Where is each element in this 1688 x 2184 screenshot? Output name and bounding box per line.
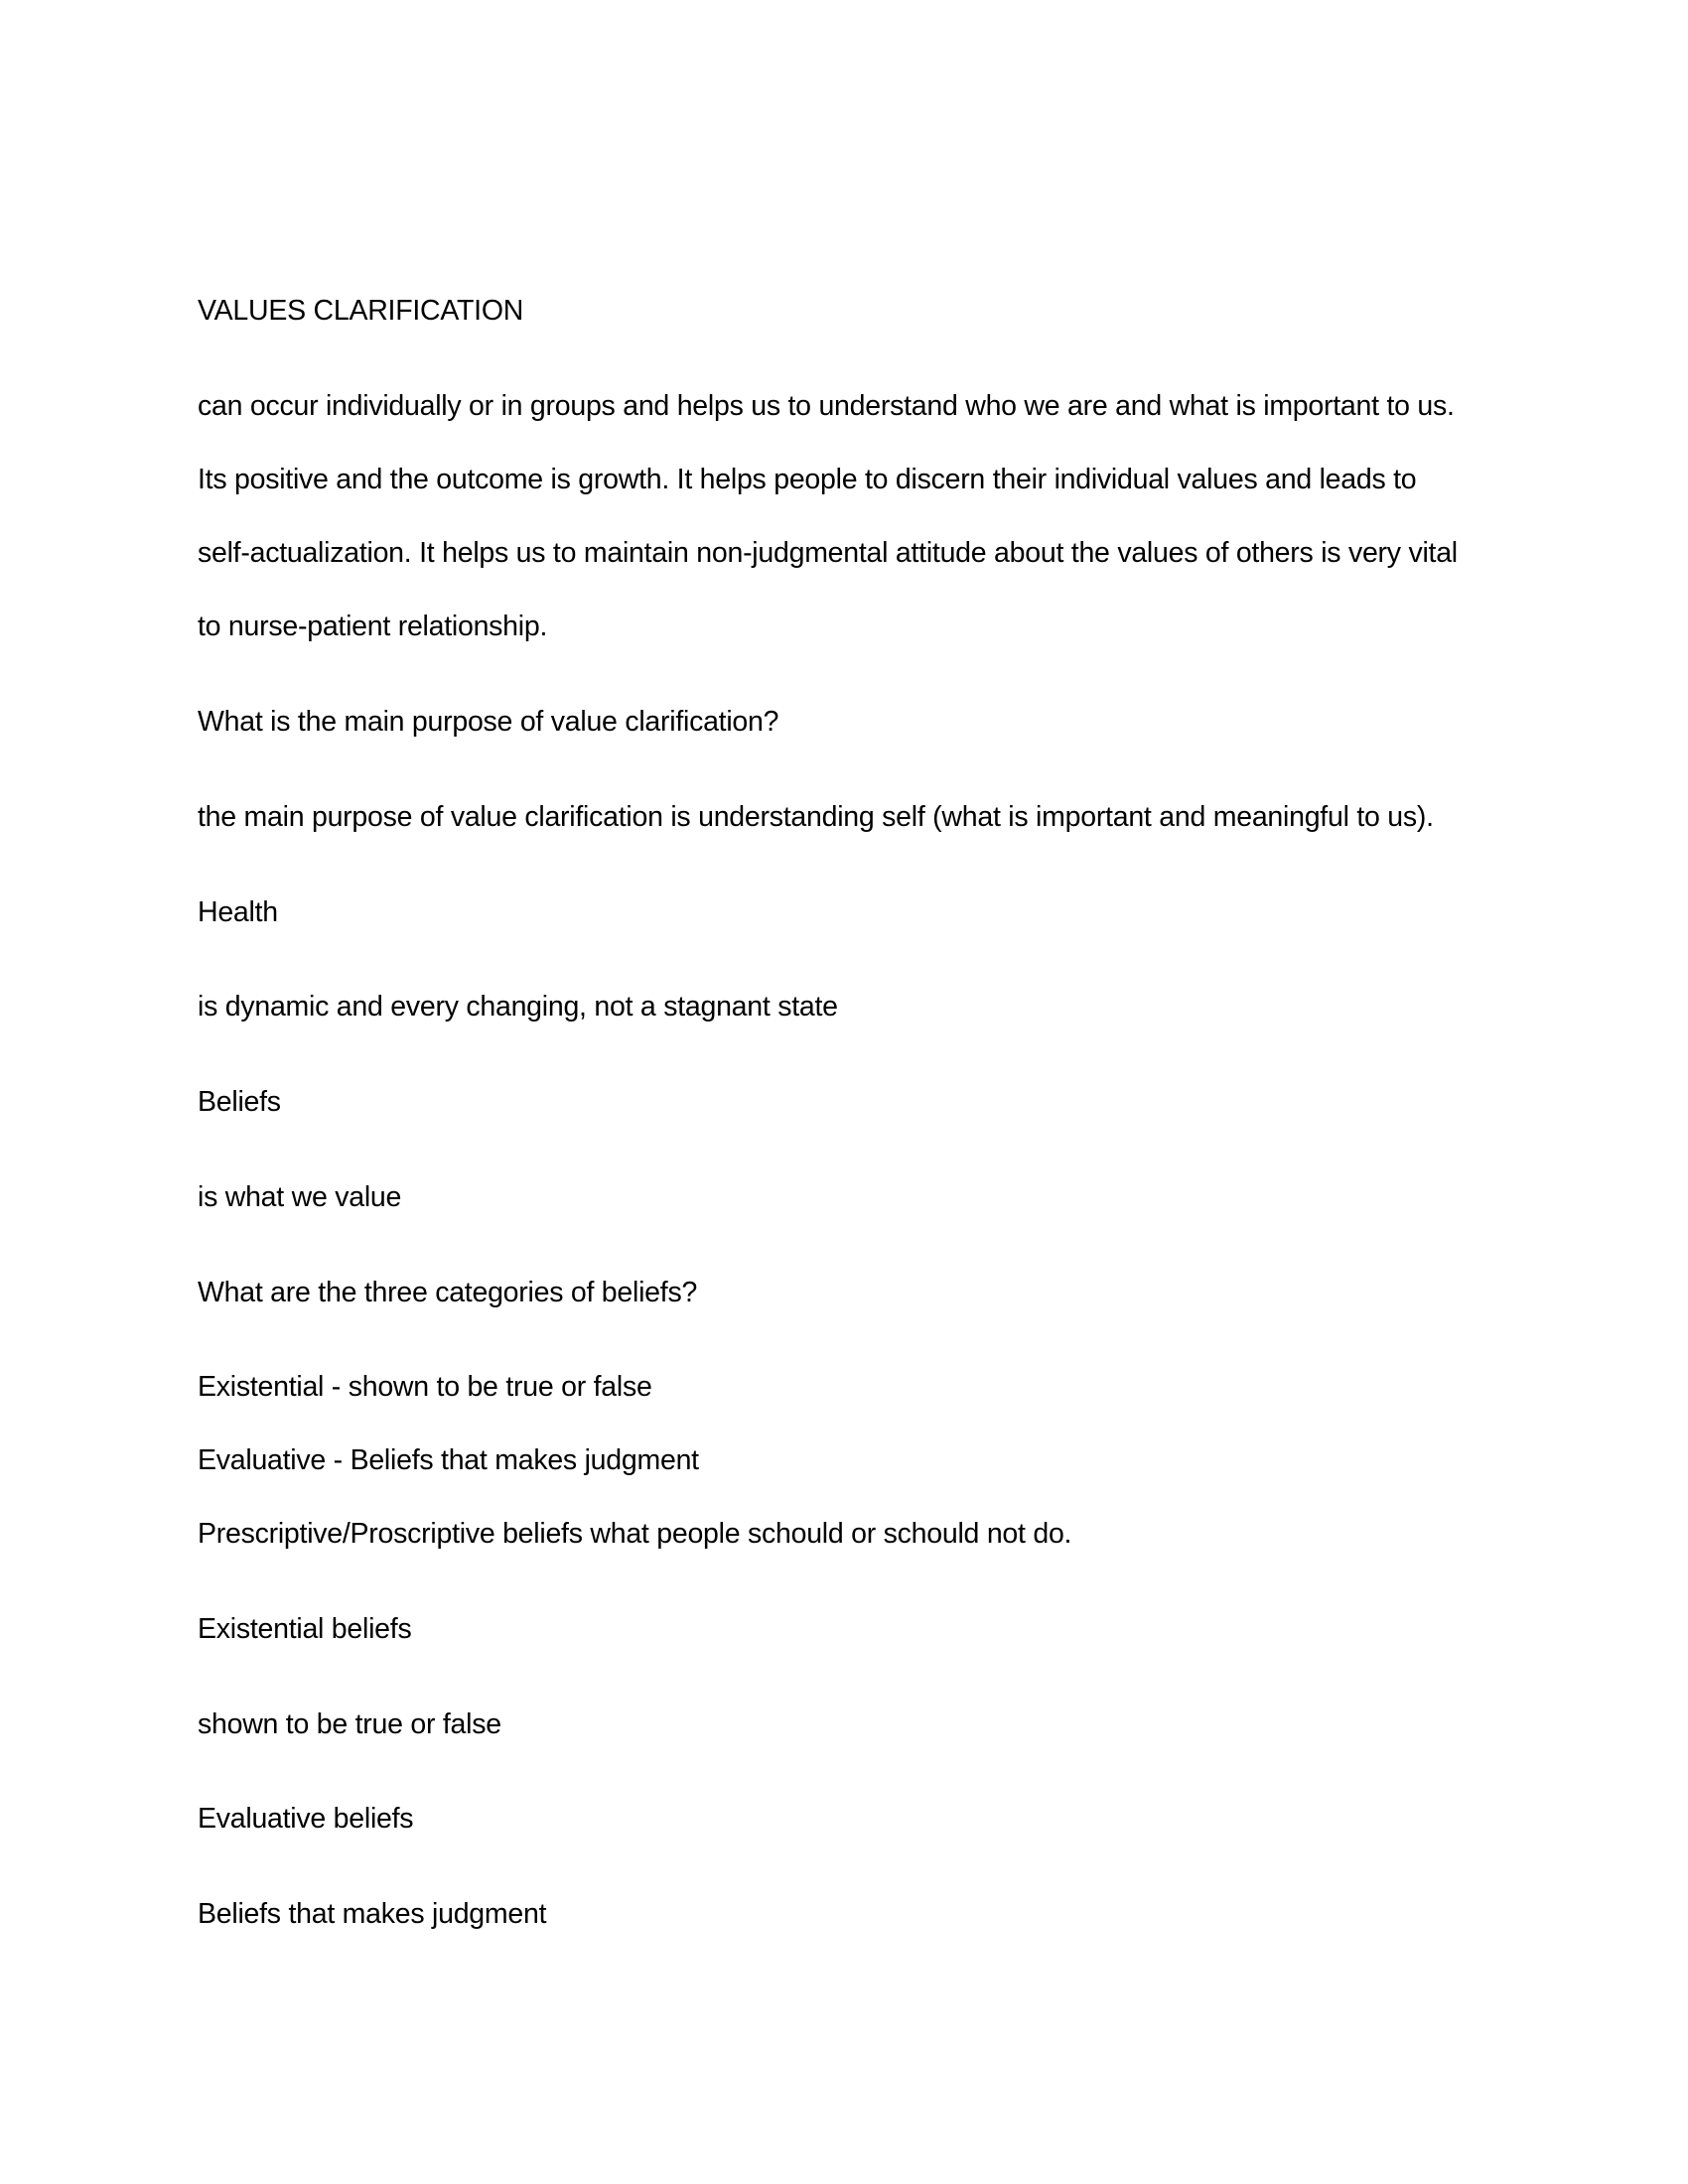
category-evaluative: Evaluative - Beliefs that makes judgment xyxy=(198,1444,699,1476)
category-existential: Existential - shown to be true or false xyxy=(198,1371,652,1403)
beliefs-definition: is what we value xyxy=(198,1181,402,1213)
health-term: Health xyxy=(198,896,278,928)
evaluative-term: Evaluative beliefs xyxy=(198,1803,414,1835)
existential-term: Existential beliefs xyxy=(198,1613,412,1645)
intro-line-3: self-actualization. It helps us to maintain non-judgmental attitude about the values of others is very vital xyxy=(198,537,1458,569)
beliefs-term: Beliefs xyxy=(198,1086,281,1118)
intro-line-1: can occur individually or in groups and helps us to understand who we are and what is important to us. xyxy=(198,390,1455,422)
evaluative-definition: Beliefs that makes judgment xyxy=(198,1898,547,1930)
intro-line-4: to nurse-patient relationship. xyxy=(198,611,548,642)
existential-definition: shown to be true or false xyxy=(198,1708,501,1740)
answer-purpose: the main purpose of value clarification is understanding self (what is important and meaningful to us). xyxy=(198,801,1434,833)
intro-line-2: Its positive and the outcome is growth. It helps people to discern their individual values and leads to xyxy=(198,464,1417,495)
question-categories: What are the three categories of beliefs? xyxy=(198,1277,698,1308)
question-purpose: What is the main purpose of value clarification? xyxy=(198,706,779,738)
category-prescriptive: Prescriptive/Proscriptive beliefs what people schould or schould not do. xyxy=(198,1518,1072,1550)
health-definition: is dynamic and every changing, not a stagnant state xyxy=(198,991,838,1023)
document-title: VALUES CLARIFICATION xyxy=(198,295,524,327)
